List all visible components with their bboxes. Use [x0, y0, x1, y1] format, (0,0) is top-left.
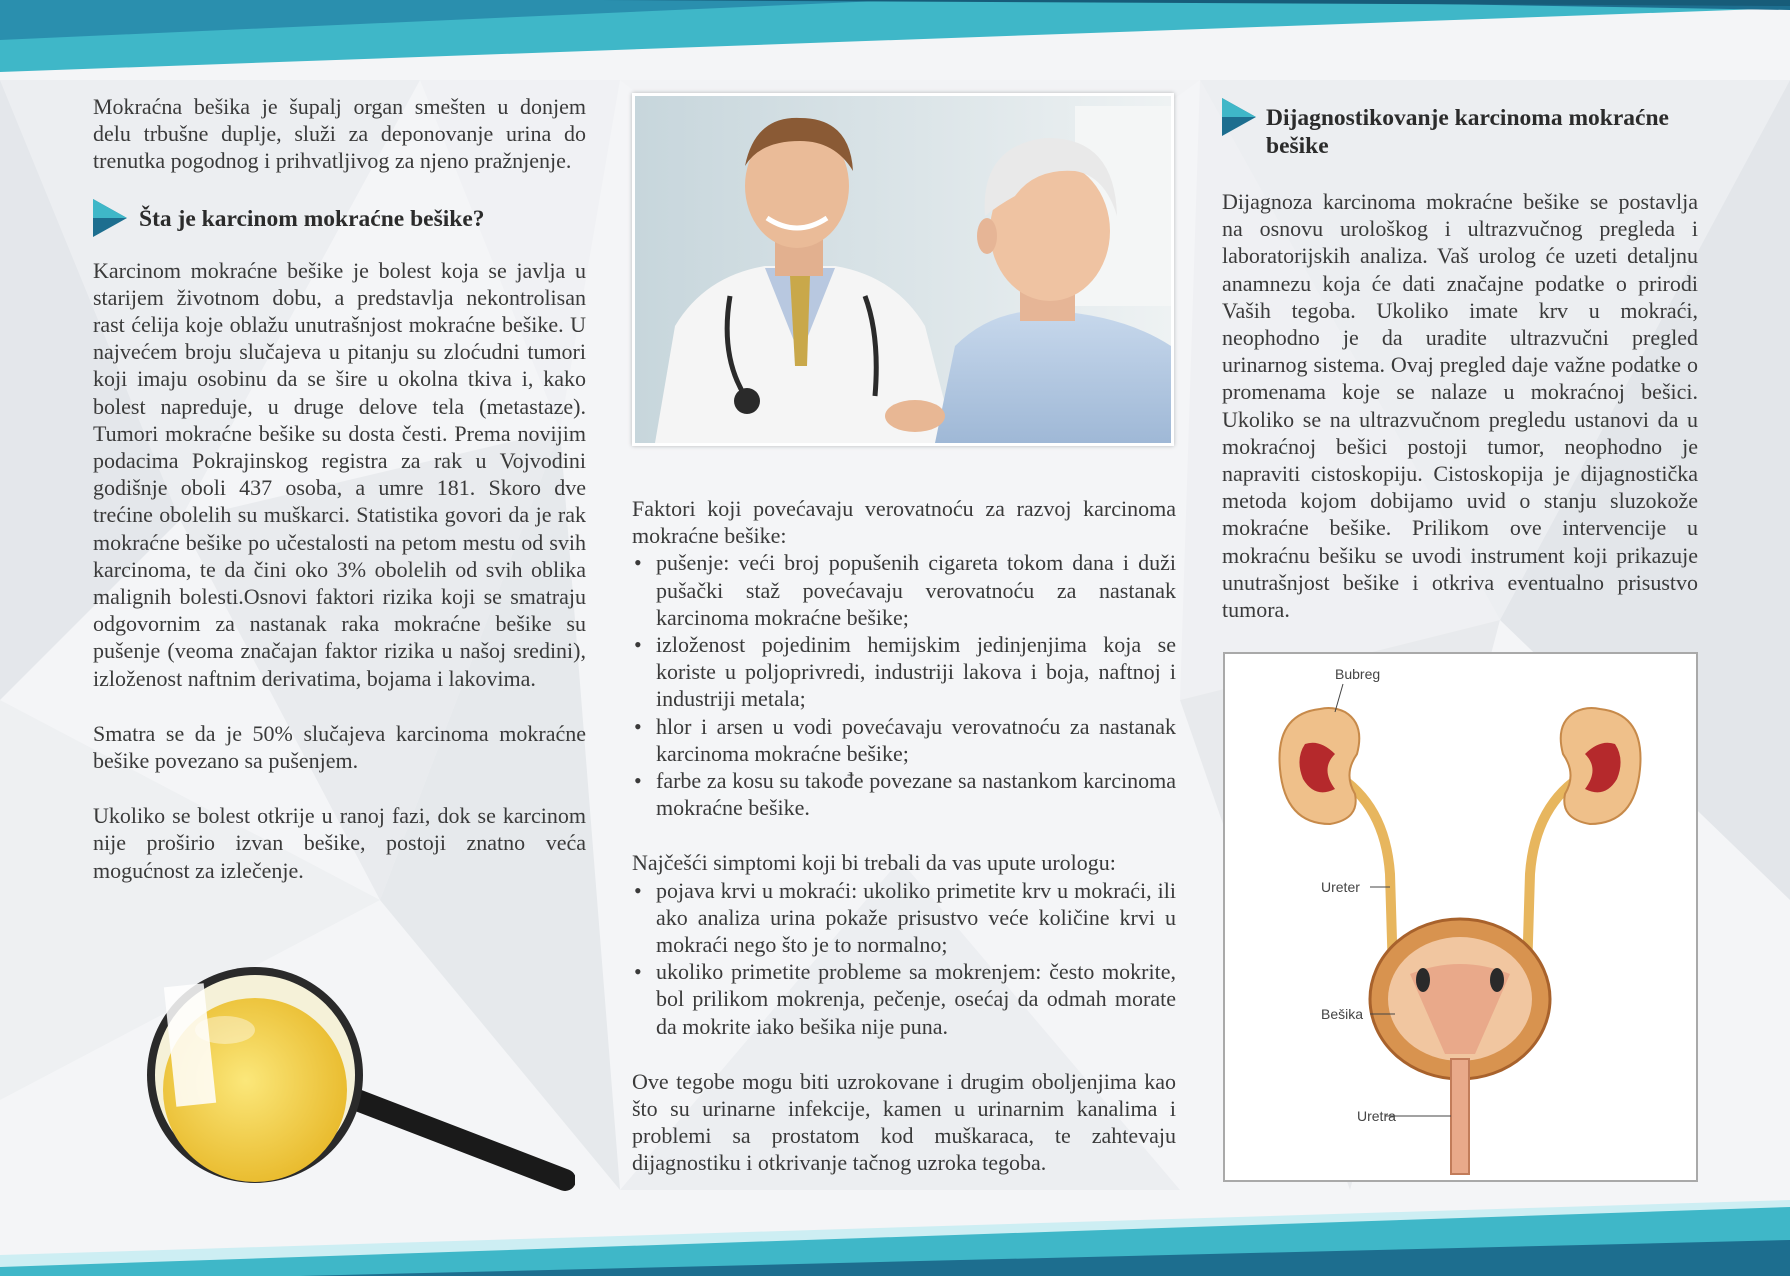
factors-intro: Faktori koji povećavaju verovatnoću za razvoj karcinoma mokraćne bešike: — [632, 496, 1176, 549]
column-left — [93, 93, 586, 884]
bottom-band — [0, 1195, 1790, 1276]
section-heading-diagnosis — [1222, 104, 1698, 160]
diagnosis-paragraph: Dijagnoza karcinoma mokraćne bešike se postavlja na osnovu urološkog i ultrazvučnog pregleda i laboratorijskih analiza. Vaš urolog će uzeti detaljnu anamnezu koja će dati značajne podatke o prirodi Vaših tegoba. Ukoliko imate krv u mokraći, neophodno je da uradite ultrazvučni pregled urinarnog sistema. Ovaj pregled daje važne podatke o promenama koje se nalaze u mokraćnoj bešici. Ukoliko se na ultrazvučnom pregledu ustanovi da u mokraćnoj bešici postoji tumor, neophodno je napraviti cistoskopiju. Cistoskopija je dijagnostička metoda kojom dobijamo uvid o stanju sluzokože mokraćne bešike. Prilikom ove intervencije u mokraćnu bešiku se uvodi instrument koji prikazuje unutrašnjost bešike i otkriva eventualno prisustvo tumora. — [1222, 189, 1698, 623]
top-band — [0, 0, 1790, 80]
right-kidney-icon — [1561, 708, 1641, 824]
label-bladder: Bešika — [1321, 1006, 1364, 1022]
section-heading-what-is — [93, 205, 586, 237]
list-item: • pušenje: veći broj popušenih cigareta tokom dana i duži pušački staž povećavaju verovatnoću za nastanak karcinoma mokraćne bešike; — [632, 549, 1176, 631]
column-middle — [632, 495, 1176, 1177]
triangle-bullet-icon — [1222, 98, 1256, 136]
label-ureter: Ureter — [1321, 879, 1360, 895]
body-paragraph-1: Karcinom mokraćne bešike je bolest koja se javlja u starijem životnom dobu, a predstavlja nekontrolisan rast ćelija koje oblažu unutrašnjost mokraćne bešike. U najvećem broju slučajeva u pitanju su zloćudni tumori koji imaju osobinu da se šire u okolna tkiva i, kako bolest napreduje, u druge delove tela (metastaze). Tumori mokraćne bešike su dosta česti. Prema novijim podacima Pokrajinskog registra za rak u Vojvodini godišnje oboli 437 osoba, a umre 181. Skoro dve trećine obolelih su muškarci. Statistika govori da je rak mokraćne bešike po učestalosti na petom mestu od svih karcinoma, te da čini oko 3% obolelih od svih oblika malignih bolesti.Osnovi faktori rizika koji se smatraju odgovornim za nastanak raka mokraćne bešike su pušenje (veoma značajan faktor rizika u našoj sredini), izloženost naftnim derivatima, bojama i lakovima. — [93, 257, 586, 691]
closing-paragraph: Ove tegobe mogu biti uzrokovane i drugim oboljenjima kao što su urinarne infekcije, kamen u urinarnim kanalima i problemi sa prostatom kod muškaraca, te zahtevaju dijagnostiku i otkrivanje tačnog uzroka tegoba. — [632, 1068, 1176, 1176]
symptoms-list — [632, 877, 1176, 1040]
bladder-icon — [1370, 919, 1550, 1079]
risk-factors-list — [632, 549, 1176, 821]
urinary-system-diagram — [1223, 652, 1698, 1182]
list-item: • pojava krvi u mokraći: ukoliko primetite krv u mokraći, ili ako analiza urina pokaže prisustvo veće količine krvi u mokraći nego što je to normalno; — [632, 877, 1176, 959]
left-kidney-icon — [1280, 708, 1360, 824]
column-right — [1222, 104, 1698, 623]
section-heading-text: Šta je karcinom mokraćne bešike? — [139, 205, 485, 232]
list-item: • ukoliko primetite probleme sa mokrenjem: često mokrite, bol prilikom mokrenja, pečenje, osećaj da odmah morate da mokrite iako bešika nije puna. — [632, 958, 1176, 1040]
magnifying-glass-icon — [135, 960, 575, 1195]
list-item: • izloženost pojedinim hemijskim jedinjenjima koja se koriste u poljoprivredi, industriji lakova i boja, naftnoj i industriji metala; — [632, 631, 1176, 713]
label-urethra: Uretra — [1357, 1108, 1396, 1124]
section-heading-text: Dijagnostikovanje karcinoma mokraćne bešike — [1266, 105, 1669, 159]
body-paragraph-3: Ukoliko se bolest otkrije u ranoj fazi, dok se karcinom nije proširio izvan bešike, postoji znatno veća mogućnost za izlečenje. — [93, 803, 586, 883]
list-item: • farbe za kosu su takođe povezane sa nastankom karcinoma mokraćne bešike. — [632, 767, 1176, 821]
list-item: • hlor i arsen u vodi povećavaju verovatnoću za nastanak karcinoma mokraćne bešike; — [632, 713, 1176, 767]
triangle-bullet-icon — [93, 199, 127, 237]
intro-paragraph: Mokraćna bešika je šupalj organ smešten u donjem delu trbušne duplje, služi za deponovanje urina do trenutka pogodnog i prihvatljivog za njeno pražnjenje. — [93, 94, 586, 174]
symptoms-intro: Najčešći simptomi koji bi trebali da vas upute urologu: — [632, 850, 1116, 876]
body-paragraph-2: Smatra se da je 50% slučajeva karcinoma mokraćne bešike povezano sa pušenjem. — [93, 720, 586, 774]
doctor-patient-photo — [632, 93, 1174, 446]
label-kidney: Bubreg — [1335, 666, 1381, 682]
